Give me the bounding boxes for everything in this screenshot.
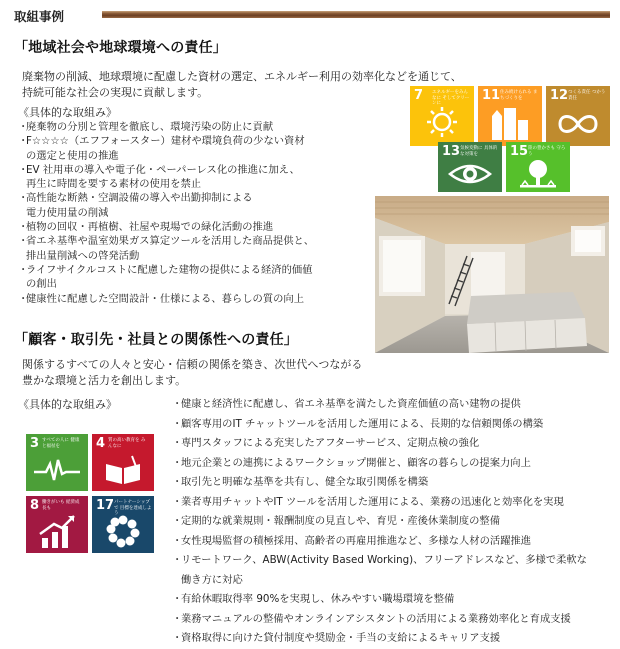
section1-list-item [18,177,378,191]
section1-intro-line-2: 持続可能な社会の実現に貢献します。 [22,85,209,99]
section2-list-item-text: 専門スタッフによる充実したアフターサービス、定期点検の強化 [181,437,480,449]
bullet-dot: ・ [172,495,183,508]
bullet-dot: ・ [18,235,29,248]
bullet-dot: ・ [172,554,183,566]
section2-list-item [172,590,612,610]
section2-list-item-text: 地元企業との連携によるワークショップ開催と、顧客の暮らしの提案力向上 [181,456,531,469]
section2-list-item [172,395,612,415]
section1-list-item-text: 再生に時間を要する素材の使用を禁止 [26,178,202,191]
section1-list-item [18,263,378,277]
sdg-7-number: 7 [414,88,424,103]
book-icon [92,434,154,491]
city-icon [478,86,542,146]
bullet-dot: ・ [18,121,29,133]
sdg-15-icon [506,142,570,192]
sdg-13-number: 13 [442,144,461,159]
section2-list-item-text: 健康と経済性に配慮し、省エネ基準を満たした資産価値の高い建物の提供 [181,398,521,410]
section1-list-item-text: F☆☆☆☆（エフフォースター）建材や環境負荷の少ない資材 [26,135,305,148]
sdg-17-number: 17 [96,498,115,513]
bullet-dot: ・ [172,632,183,644]
section2-list-item [172,415,612,435]
interior-photo-drawing [375,196,609,353]
bullet-dot: ・ [172,515,183,527]
growth-chart-icon [26,496,88,553]
section1-list-item-text: 省エネ基準や温室効果ガス算定ツールを活用した商品提供と、 [26,235,315,248]
section1-list-item [18,149,378,163]
section1-list-item [18,120,378,134]
section2-list-item-text: 取引先と明確な基準を共有し、健全な取引関係を構築 [181,476,429,488]
sdg-4-icon [92,434,154,491]
section1-list-item-text: 排出量削減への啓発活動 [26,249,140,262]
bullet-dot: ・ [172,417,183,430]
bullet-dot: ・ [172,534,183,547]
sdg-17-text: パートナーシップで 目標を達成しよう [114,500,152,516]
sdg-3-number: 3 [30,436,40,451]
section1-intro-line-1: 廃棄物の削減、地球環境に配慮した資材の選定、エネルギー利用の効率化などを通じて、 [22,70,462,83]
section1-list-item [18,134,378,148]
section1-list-item-text: EV 社用車の導入や電子化・ペーパーレス化の推進に加え、 [26,163,300,176]
section1-list-item [18,249,378,263]
section2-list-item-text: 有給休暇取得率 90%を実現し、休みやすい職場環境を整備 [181,593,455,605]
bullet-dot: ・ [172,437,183,449]
bullet-dot: ・ [18,163,29,176]
section1-list-item-text: 廃棄物の分別と管理を徹底し、環境汚染の防止に貢献 [26,121,274,133]
sdg-17-icon [92,496,154,553]
section2-intro-line-1: 関係するすべての人々と安心・信頼の関係を築き、次世代へつながる [22,358,363,371]
sun-icon [410,86,474,146]
sdg-11-icon [478,86,542,146]
wood-divider [102,11,610,18]
tree-icon [506,142,570,192]
section2-intro [22,357,462,388]
sdg-8-text: 働きがいも 経済成長も [42,500,80,511]
section2-list-item [172,473,612,493]
bullet-dot: ・ [172,476,183,488]
section1-list-item-text: 健康性に配慮した空間設計・仕様による、暮らしの質の向上 [26,292,305,305]
section1-list-item [18,163,378,177]
sdg-15-text: 陸の豊かさも 守ろう [528,146,566,157]
section2-list-item [172,532,612,552]
section1-list-item-text: 植物の回収・再植樹、社屋や現場での緑化活動の推進 [26,221,274,234]
section1-list-item-text: ライフサイクルコストに配慮した建物の提供による経済的価値 [26,263,313,276]
section1-list-item-text: 高性能な断熱・空調設備の導入や出勤抑制による [26,192,253,205]
sdg-12-text: つくる責任 つかう責任 [568,90,606,101]
sdg-8-icon [26,496,88,553]
section2-list-item [172,629,612,649]
interior-photo [375,196,609,353]
section2-sdg-icons [26,434,156,554]
bullet-dot: ・ [172,456,183,469]
bullet-dot: ・ [172,593,183,605]
heartbeat-icon [26,434,88,491]
section2-list-item-text: 業務マニュアルの整備やオンラインアシスタントの活用による業務効率化と育成支援 [181,612,571,625]
sdg-3-text: すべての人に 健康と福祉を [42,438,80,449]
sdg-12-icon [546,86,610,146]
sdg-4-text: 質の高い教育を みんなに [108,438,146,449]
section2-list-item-text: 業者専用チャットやIT ツールを活用した運用による、業務の迅速化と効率化を実現 [181,495,564,508]
section2-list-item-text: 女性現場監督の積極採用、高齢者の再雇用推進など、多様な人材の活躍推進 [181,534,532,547]
section2-list-item-text: 資格取得に向けた貸付制度や奨励金・手当の支給によるキャリア支援 [181,632,501,644]
section-label: 取組事例 [14,9,65,24]
section2-list-item-text: リモートワーク、ABW(Activity Based Working)、フリーアドレスなど、多様で柔軟な [181,554,587,566]
section1-list-item [18,220,378,234]
section2-list [172,395,612,649]
sdg-7-text: エネルギーをみんなに そしてクリーンに [432,90,470,106]
bullet-dot: ・ [18,221,29,234]
sdg-8-number: 8 [30,498,40,513]
section2-list-item [172,571,612,591]
section1-list-item-text: 電力使用量の削減 [26,206,109,219]
sdg-13-icon [438,142,502,192]
section1-list-item-text: の選定と使用の推進 [26,149,119,162]
sdg-11-number: 11 [482,88,501,103]
eye-globe-icon [438,142,502,192]
section1-title: 「地域社会や地球環境への責任」 [14,40,227,56]
sdg-11-text: 住み続けられる まちづくりを [500,90,538,101]
sdg-4-number: 4 [96,436,106,451]
section2-list-item-text: 定期的な就業規則・報酬制度の見直しや、育児・産後休業制度の整備 [181,515,500,527]
section1-list-item [18,292,378,306]
section2-list-item [172,610,612,630]
section2-list-item [172,493,612,513]
section1-list-item-text: の創出 [26,278,57,291]
bullet-dot: ・ [18,292,29,305]
section1-subhead: 《具体的な取組み》 [18,106,117,119]
section2-list-item [172,551,612,571]
section2-list-item-text: 働き方に対応 [181,573,243,586]
partnership-ring-icon [92,496,154,553]
section2-title: 「顧客・取引先・社員との関係性への責任」 [14,332,298,348]
sdg-13-text: 気候変動に 具体的な対策を [460,146,498,157]
bullet-dot: ・ [172,612,183,625]
sdg-15-number: 15 [510,144,529,159]
section1-list [18,120,378,306]
section1-sdg-icons [410,86,620,192]
section1-list-item [18,234,378,248]
bullet-dot: ・ [18,263,29,276]
section2-list-item-text: 顧客専用のIT チャットツールを活用した運用による、長期的な信頼関係の構築 [181,417,544,430]
section2-intro-line-2: 豊かな環境と活力を創出します。 [22,373,187,387]
sdg-3-icon [26,434,88,491]
section1-list-item [18,206,378,220]
section2-list-item [172,434,612,454]
section2-list-item [172,512,612,532]
section2-list-item [172,454,612,474]
section2-subhead: 《具体的な取組み》 [18,398,117,411]
section1-list-item [18,277,378,291]
bullet-dot: ・ [18,135,29,148]
bullet-dot: ・ [18,192,29,205]
sdg-7-icon [410,86,474,146]
bullet-dot: ・ [172,398,183,410]
infinity-icon [546,86,610,146]
sdg-12-number: 12 [550,88,569,103]
section1-list-item [18,191,378,205]
